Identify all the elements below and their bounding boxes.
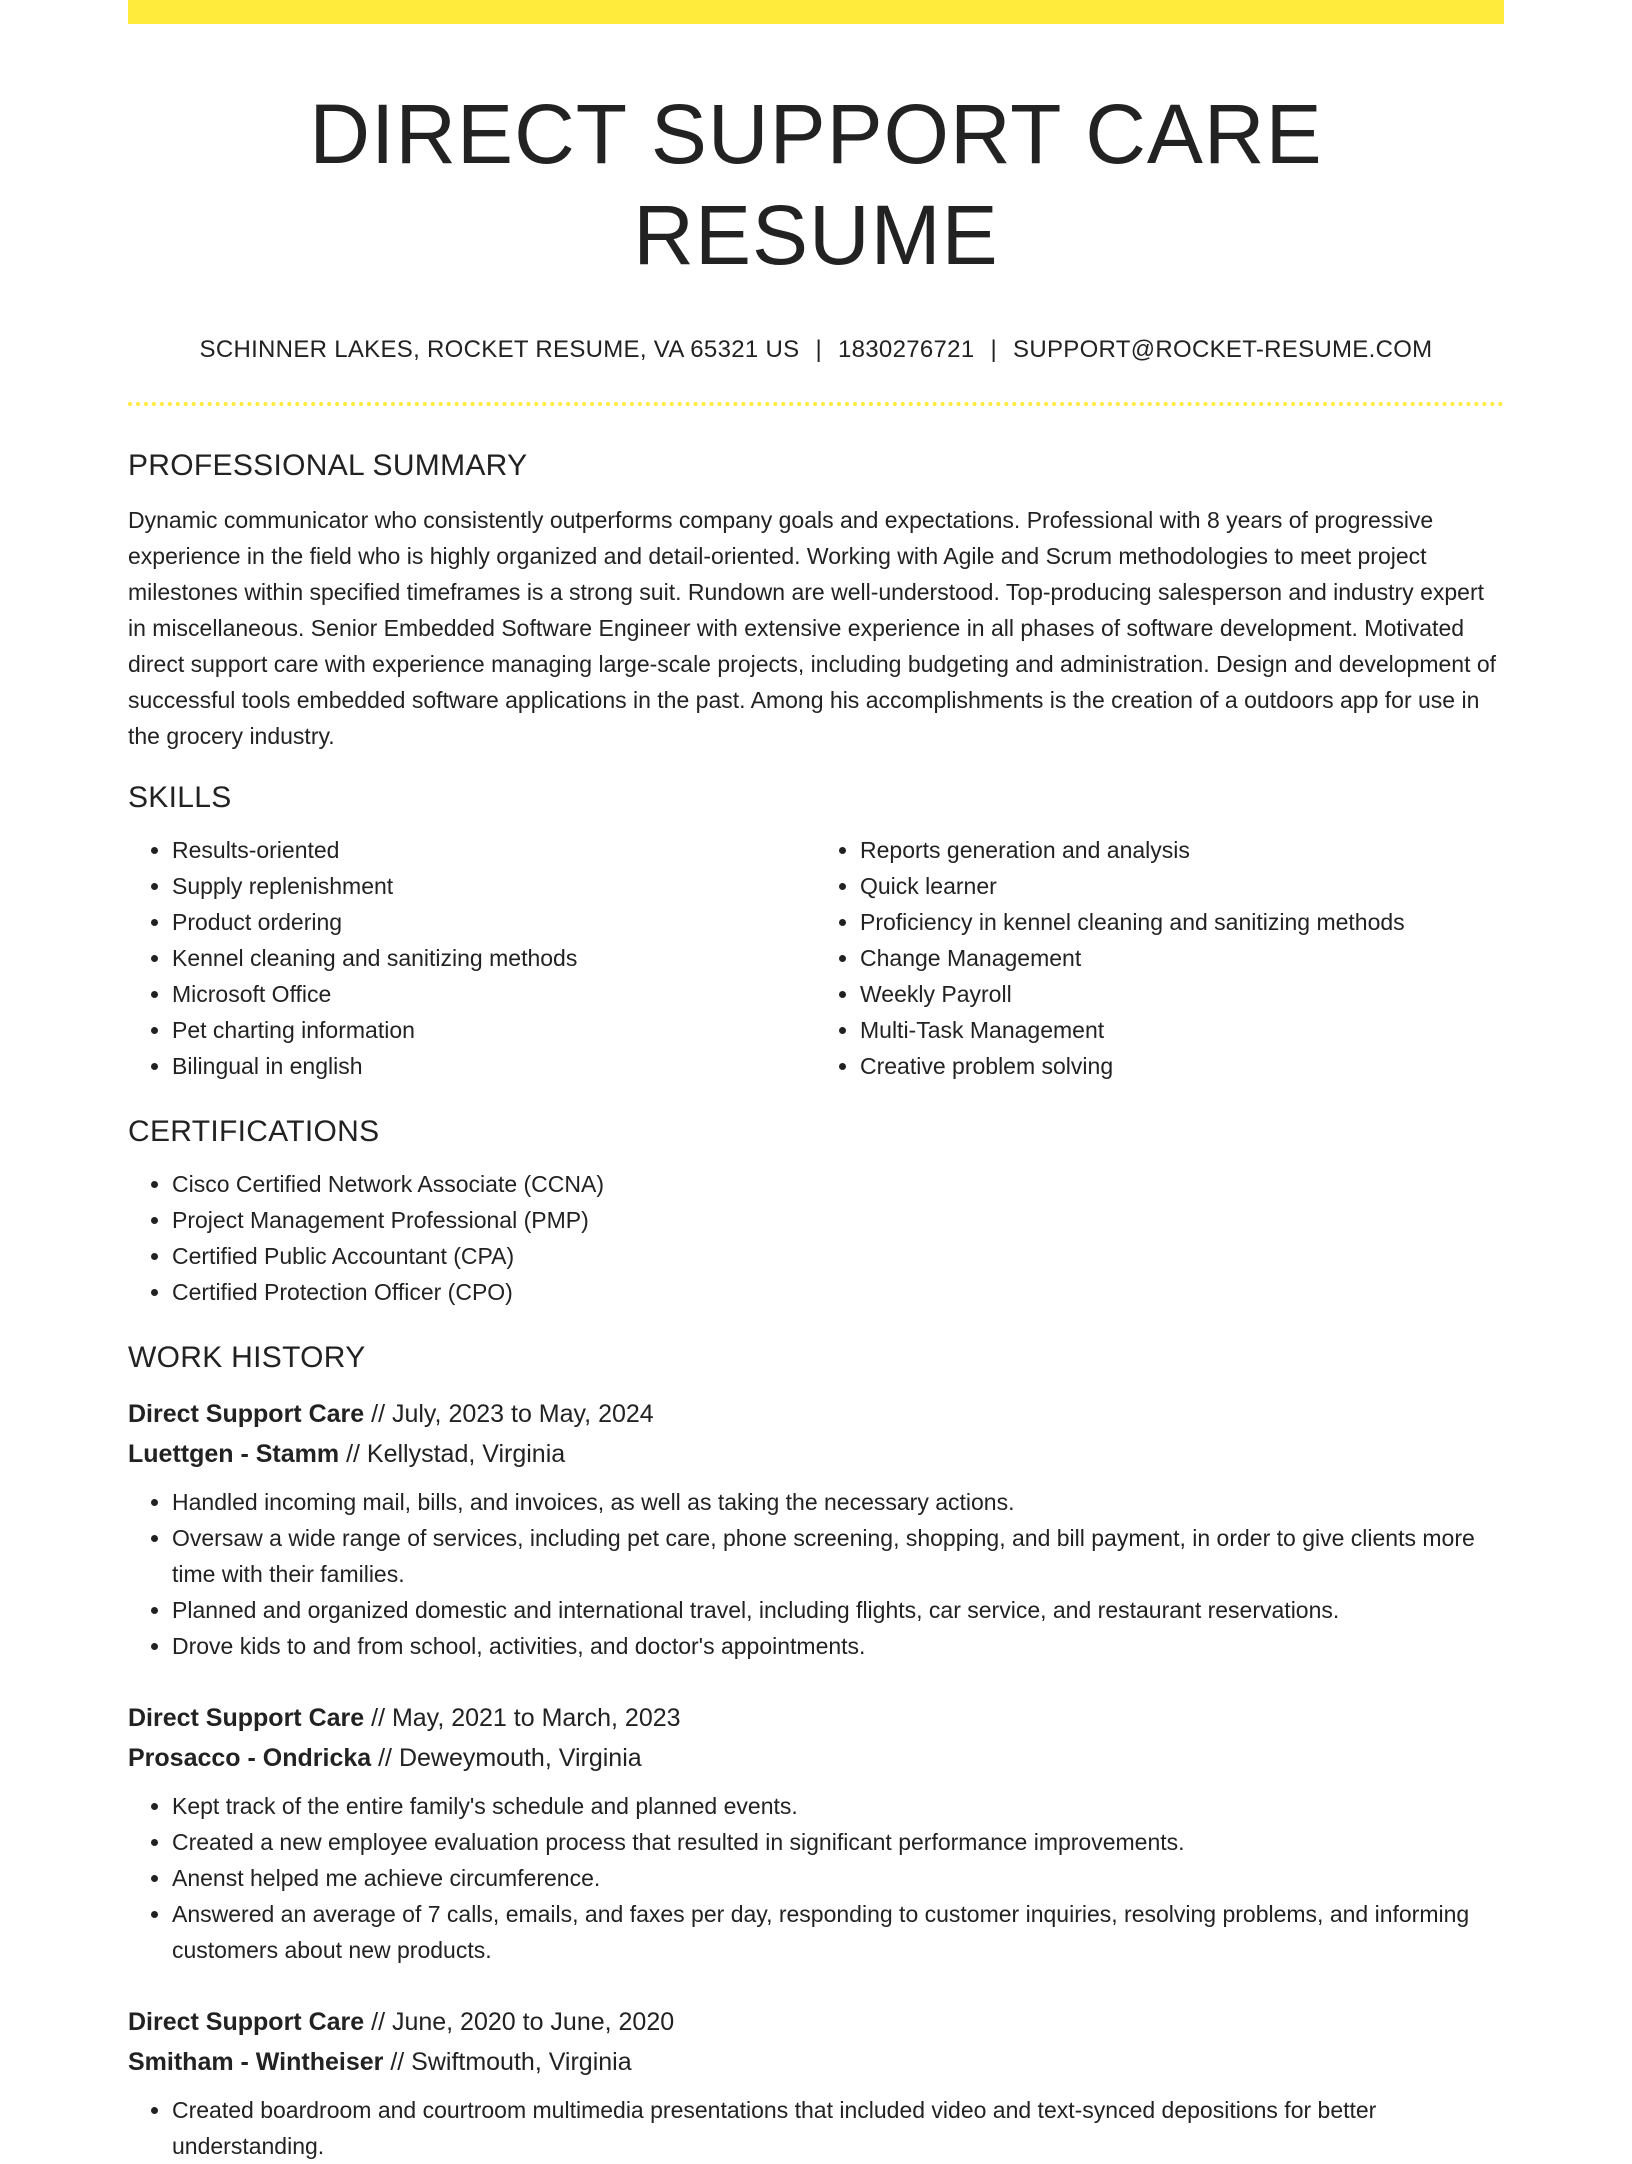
job-location: // Swiftmouth, Virginia [383, 2047, 632, 2076]
skills-list-left [128, 832, 816, 1084]
job-bullet: • Planned and organized domestic and international travel, including flights, car service, and restaurant reservations. [172, 1592, 1504, 1628]
skill-item: • Pet charting information [172, 1012, 816, 1048]
skills-columns [128, 816, 1504, 1084]
certification-item: • Cisco Certified Network Associate (CCNA) [172, 1166, 1504, 1202]
skill-item: • Results-oriented [172, 832, 816, 868]
skills-heading: SKILLS [128, 780, 232, 814]
job-company-line [128, 1738, 1504, 1778]
skill-item: • Supply replenishment [172, 868, 816, 904]
contact-address: SCHINNER LAKES, ROCKET RESUME, VA 65321 US [199, 335, 800, 363]
contact-line [128, 336, 1504, 364]
job-bullets [128, 1484, 1504, 1664]
skill-item: • Quick learner [860, 868, 1504, 904]
job-title-line [128, 1394, 1504, 1434]
summary-text: Dynamic communicator who consistently outperforms company goals and expectations. Professional with 8 years of progressive experience in the field who is highly organized and detail-oriented. Working with Agile and Scrum methodologies to meet project milestones within specified timeframes is a strong suit. Rundown are well-understood. Top-producing salesperson and industry expert in miscellaneous. Senior Embedded Software Engineer with extensive experience in all phases of software development. Motivated direct support care with experience managing large-scale projects, including budgeting and administration. Design and development of successful tools embedded software applications in the past. Among his accomplishments is the creation of a outdoors app for use in the grocery industry. [128, 506, 1497, 749]
job-bullet: • Handled incoming mail, bills, and invoices, as well as taking the necessary actions. [172, 1484, 1504, 1520]
job-bullet: • Created a new employee evaluation process that resulted in significant performance improvements. [172, 1824, 1504, 1860]
job-bullet: • Kept track of the entire family's schedule and planned events. [172, 1788, 1504, 1824]
skill-item: • Product ordering [172, 904, 816, 940]
job-title-line [128, 1698, 1504, 1738]
job-company-line [128, 1434, 1504, 1474]
contact-separator: | [815, 335, 822, 363]
job-location: // Deweymouth, Virginia [371, 1743, 642, 1772]
skill-item: • Bilingual in english [172, 1048, 816, 1084]
skill-item: • Reports generation and analysis [860, 832, 1504, 868]
resume-page [128, 0, 1504, 2164]
skill-item: • Proficiency in kennel cleaning and sanitizing methods [860, 904, 1504, 940]
summary-heading: PROFESSIONAL SUMMARY [128, 448, 528, 482]
work-history-heading: WORK HISTORY [128, 1340, 366, 1374]
job-bullet: • Answered an average of 7 calls, emails, and faxes per day, responding to customer inquiries, resolving problems, and informing customers about new products. [172, 1896, 1504, 1968]
contact-email: SUPPORT@ROCKET-RESUME.COM [1013, 335, 1433, 363]
skill-item: • Creative problem solving [860, 1048, 1504, 1084]
skills-list-right [816, 832, 1504, 1084]
dotted-divider [128, 402, 1504, 406]
job-dates: // May, 2021 to March, 2023 [364, 1703, 681, 1732]
certifications-list [128, 1166, 1504, 1310]
job-entry [128, 2002, 1504, 2164]
job-bullet: • Anenst helped me achieve circumference. [172, 1860, 1504, 1896]
job-title: Direct Support Care [128, 1703, 365, 1732]
certification-item: • Certified Protection Officer (CPO) [172, 1274, 1504, 1310]
job-entry [128, 1394, 1504, 1664]
contact-separator: | [990, 335, 998, 363]
skill-item: • Multi-Task Management [860, 1012, 1504, 1048]
job-company: Prosacco - Ondricka [128, 1743, 372, 1772]
job-title-line [128, 2002, 1504, 2042]
skill-item: • Change Management [860, 940, 1504, 976]
certifications-heading: CERTIFICATIONS [128, 1114, 380, 1148]
job-title: Direct Support Care [128, 1399, 365, 1428]
job-company-line [128, 2042, 1504, 2082]
job-bullet: • Oversaw a wide range of services, including pet care, phone screening, shopping, and bill payment, in order to give clients more time with their families. [172, 1520, 1504, 1592]
skill-item: • Microsoft Office [172, 976, 816, 1012]
job-bullet: • Drove kids to and from school, activities, and doctor's appointments. [172, 1628, 1504, 1664]
job-title: Direct Support Care [128, 2007, 365, 2036]
job-bullets [128, 2092, 1504, 2164]
job-company: Smitham - Wintheiser [128, 2047, 384, 2076]
skill-item: • Weekly Payroll [860, 976, 1504, 1012]
job-dates: // June, 2020 to June, 2020 [364, 2007, 675, 2036]
job-location: // Kellystad, Virginia [339, 1439, 566, 1468]
contact-phone: 1830276721 [837, 335, 975, 363]
job-entry [128, 1698, 1504, 1968]
certification-item: • Project Management Professional (PMP) [172, 1202, 1504, 1238]
skill-item: • Kennel cleaning and sanitizing methods [172, 940, 816, 976]
job-bullets [128, 1788, 1504, 1968]
certification-item: • Certified Public Accountant (CPA) [172, 1238, 1504, 1274]
job-dates: // July, 2023 to May, 2024 [364, 1399, 654, 1428]
resume-title: DIRECT SUPPORT CARE RESUME [309, 87, 1323, 282]
accent-bar [128, 0, 1504, 24]
job-company: Luettgen - Stamm [128, 1439, 340, 1468]
job-bullet: • Created boardroom and courtroom multimedia presentations that included video and text-synced depositions for better understanding. [172, 2092, 1504, 2164]
